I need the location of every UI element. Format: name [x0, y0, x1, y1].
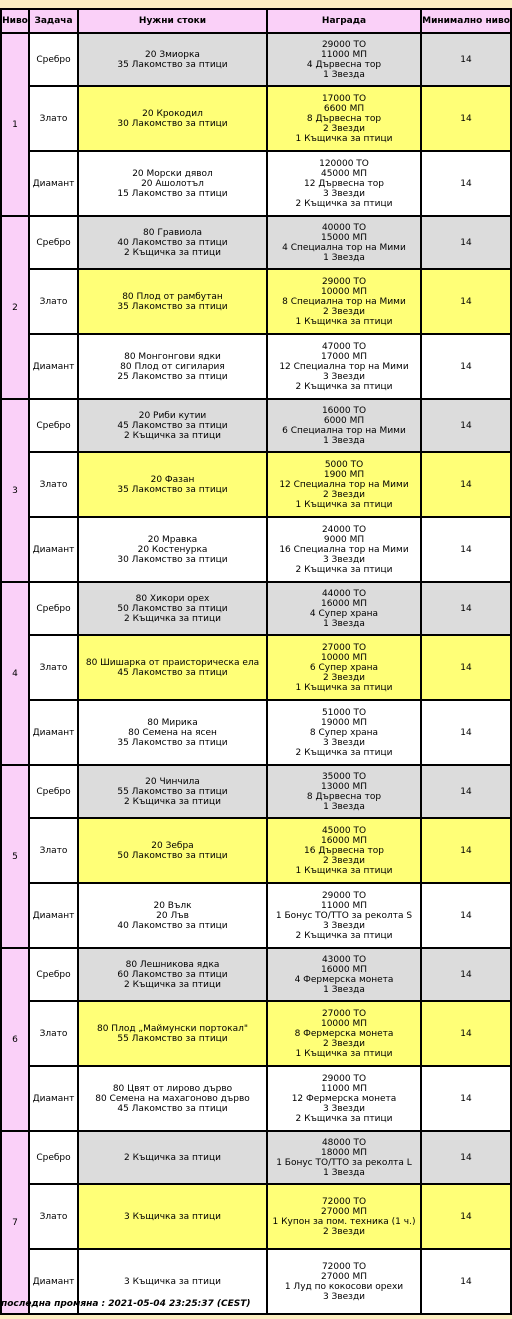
table-row [2, 884, 510, 947]
reward-line: 8 Дървесна тор [306, 791, 382, 802]
reward-line: 9000 МП [323, 534, 365, 545]
goods-line: 25 Лакомство за птици [117, 371, 228, 382]
table-row [2, 453, 510, 516]
reward-line: 3 Звезди [322, 737, 366, 748]
table-row [2, 335, 510, 398]
reward-cell [268, 152, 420, 215]
goods-cell [79, 335, 266, 398]
reward-line: 8 Дървесна тор [306, 113, 382, 124]
reward-line: 45000 ТО [321, 825, 367, 836]
reward-line: 6 Специална тор на Мими [282, 425, 406, 436]
goods-cell [79, 636, 266, 699]
min-level-cell: 14 [422, 270, 510, 333]
reward-line: 1 Звезда [323, 618, 365, 629]
reward-line: 1 Къщичка за птици [295, 1048, 393, 1059]
goods-line: 80 Семена на ясен [128, 727, 217, 738]
reward-line: 40000 ТО [321, 222, 367, 233]
goods-line: 60 Лакомство за птици [117, 969, 228, 980]
header-task: Задача [30, 10, 77, 32]
goods-line: 40 Лакомство за птици [117, 237, 228, 248]
reward-line: 43000 ТО [321, 954, 367, 965]
min-level-cell: 14 [422, 636, 510, 699]
goods-cell [79, 766, 266, 817]
reward-line: 72000 ТО [321, 1261, 367, 1272]
header-row [2, 10, 510, 32]
goods-line: 2 Къщичка за птици [124, 979, 221, 990]
goods-line: 20 Костенурка [137, 544, 208, 555]
reward-line: 1 Къщичка за птици [295, 682, 393, 693]
table-row [2, 1067, 510, 1130]
reward-line: 27000 ТО [321, 642, 367, 653]
reward-line: 4 Специална тор на Мими [282, 242, 406, 253]
reward-line: 3 Звезди [322, 1103, 366, 1114]
min-level-cell: 14 [422, 949, 510, 1000]
reward-line: 12 Дървесна тор [304, 178, 384, 189]
reward-cell [268, 583, 420, 634]
task-cell: Злато [30, 1002, 77, 1065]
reward-cell [268, 217, 420, 268]
reward-line: 16000 МП [320, 835, 368, 846]
reward-line: 24000 ТО [321, 524, 367, 535]
min-level-cell: 14 [422, 766, 510, 817]
reward-line: 3 Звезди [322, 188, 366, 199]
reward-line: 15000 МП [320, 232, 368, 243]
task-cell: Диамант [30, 518, 77, 581]
reward-line: 3 Звезди [322, 1291, 366, 1302]
goods-line: 2 Къщичка за птици [124, 430, 221, 441]
reward-line: 11000 МП [320, 900, 368, 911]
header-min-level: Минимално ниво [422, 10, 510, 32]
reward-cell [268, 518, 420, 581]
level-cell: 1 [2, 34, 28, 215]
goods-cell [79, 518, 266, 581]
reward-line: 51000 ТО [321, 707, 367, 718]
level-cell: 2 [2, 217, 28, 398]
level-cell: 5 [2, 766, 28, 947]
reward-line: 27000 ТО [321, 1008, 367, 1019]
goods-line: 20 Вълк [153, 900, 192, 911]
reward-line: 29000 ТО [321, 39, 367, 50]
reward-line: 16000 ТО [321, 405, 367, 416]
reward-line: 1 Звезда [323, 69, 365, 80]
goods-line: 20 Мравка [147, 534, 198, 545]
reward-line: 2 Звезди [322, 672, 366, 683]
min-level-cell: 14 [422, 217, 510, 268]
table-row [2, 1002, 510, 1065]
min-level-cell: 14 [422, 87, 510, 150]
task-cell: Диамант [30, 335, 77, 398]
goods-line: 2 Къщичка за птици [124, 247, 221, 258]
level-cell: 6 [2, 949, 28, 1130]
goods-line: 35 Лакомство за птици [117, 59, 228, 70]
reward-line: 6600 МП [323, 103, 365, 114]
goods-line: 80 Монгонгови ядки [124, 351, 221, 362]
goods-cell [79, 701, 266, 764]
reward-cell [268, 701, 420, 764]
reward-line: 72000 ТО [321, 1196, 367, 1207]
level-cell: 4 [2, 583, 28, 764]
reward-line: 1 Къщичка за птици [295, 865, 393, 876]
reward-line: 2 Звезди [322, 1038, 366, 1049]
reward-cell [268, 949, 420, 1000]
goods-cell [79, 583, 266, 634]
reward-line: 16000 МП [320, 964, 368, 975]
min-level-cell: 14 [422, 34, 510, 85]
reward-line: 10000 МП [320, 1018, 368, 1029]
reward-line: 2 Звезди [322, 489, 366, 500]
goods-cell [79, 453, 266, 516]
goods-line: 2 Къщичка за птици [124, 1152, 221, 1163]
task-cell: Сребро [30, 217, 77, 268]
header-level: Ниво [2, 10, 28, 32]
goods-line: 20 Фазан [150, 474, 195, 485]
reward-line: 3 Звезди [322, 554, 366, 565]
min-level-cell: 14 [422, 400, 510, 451]
reward-line: 35000 ТО [321, 771, 367, 782]
goods-line: 20 Змиорка [145, 49, 200, 60]
reward-line: 12 Специална тор на Мими [279, 479, 409, 490]
reward-cell [268, 1132, 420, 1183]
reward-cell [268, 1185, 420, 1248]
reward-line: 2 Къщичка за птици [295, 747, 393, 758]
reward-line: 18000 МП [320, 1147, 368, 1158]
min-level-cell: 14 [422, 335, 510, 398]
reward-line: 45000 МП [320, 168, 368, 179]
goods-line: 80 Лешникова ядка [125, 959, 220, 970]
reward-line: 16 Специална тор на Мими [279, 544, 409, 555]
task-cell: Диамант [30, 701, 77, 764]
reward-line: 2 Звезди [322, 123, 366, 134]
reward-line: 1900 МП [323, 469, 365, 480]
table-row [2, 949, 510, 1000]
goods-line: 20 Лъв [156, 910, 189, 921]
reward-line: 1 Звезда [323, 252, 365, 263]
reward-cell [268, 766, 420, 817]
reward-line: 1 Бонус ТО/ТТО за реколта S [275, 910, 413, 921]
goods-cell [79, 270, 266, 333]
reward-line: 4 Супер храна [309, 608, 379, 619]
table-row [2, 152, 510, 215]
task-cell: Злато [30, 1185, 77, 1248]
reward-line: 1 Къщичка за птици [295, 133, 393, 144]
reward-cell [268, 884, 420, 947]
goods-line: 55 Лакомство за птици [117, 786, 228, 797]
task-cell: Злато [30, 270, 77, 333]
goods-line: 30 Лакомство за птици [117, 118, 228, 129]
reward-line: 10000 МП [320, 286, 368, 297]
reward-line: 8 Специална тор на Мими [282, 296, 406, 307]
goods-line: 40 Лакомство за птици [117, 920, 228, 931]
reward-cell [268, 335, 420, 398]
task-cell: Сребро [30, 34, 77, 85]
task-cell: Диамант [30, 152, 77, 215]
reward-line: 1 Звезда [323, 435, 365, 446]
goods-line: 80 Семена на махагоново дърво [95, 1093, 250, 1104]
task-cell: Сребро [30, 583, 77, 634]
goods-line: 45 Лакомство за птици [117, 420, 228, 431]
min-level-cell: 14 [422, 583, 510, 634]
goods-cell [79, 400, 266, 451]
reward-line: 6000 МП [323, 415, 365, 426]
reward-line: 19000 МП [320, 717, 368, 728]
reward-line: 48000 ТО [321, 1137, 367, 1148]
goods-line: 45 Лакомство за птици [117, 1103, 228, 1114]
header-reward: Награда [268, 10, 420, 32]
reward-line: 3 Звезди [322, 920, 366, 931]
reward-line: 2 Къщичка за птици [295, 930, 393, 941]
goods-line: 35 Лакомство за птици [117, 301, 228, 312]
reward-line: 2 Звезди [322, 855, 366, 866]
table-row [2, 34, 510, 85]
reward-line: 1 Къщичка за птици [295, 499, 393, 510]
goods-line: 15 Лакомство за птици [117, 188, 228, 199]
task-cell: Диамант [30, 1067, 77, 1130]
goods-line: 20 Чинчила [145, 776, 200, 787]
reward-line: 1 Звезда [323, 984, 365, 995]
table-row [2, 518, 510, 581]
table-row [2, 87, 510, 150]
reward-line: 12 Фермерска монета [291, 1093, 397, 1104]
reward-line: 1 Бонус ТО/ТТО за реколта L [276, 1157, 412, 1168]
reward-cell [268, 1067, 420, 1130]
goods-line: 30 Лакомство за птици [117, 554, 228, 565]
header-goods: Нужни стоки [79, 10, 266, 32]
goods-line: 2 Къщичка за птици [124, 613, 221, 624]
task-cell: Злато [30, 636, 77, 699]
goods-line: 80 Шишарка от праисторическа ела [85, 657, 260, 668]
reward-line: 11000 МП [320, 1083, 368, 1094]
reward-line: 10000 МП [320, 652, 368, 663]
level-cell: 3 [2, 400, 28, 581]
reward-line: 29000 ТО [321, 890, 367, 901]
reward-line: 27000 МП [320, 1206, 368, 1217]
reward-cell [268, 1250, 420, 1313]
goods-line: 80 Мирика [147, 717, 198, 728]
reward-line: 6 Супер храна [309, 662, 379, 673]
reward-line: 2 Звезди [322, 306, 366, 317]
reward-line: 1 Купон за пом. техника (1 ч.) [272, 1216, 416, 1227]
reward-line: 8 Супер храна [309, 727, 379, 738]
task-cell: Сребро [30, 766, 77, 817]
reward-line: 47000 ТО [321, 341, 367, 352]
goods-line: 80 Плод „Маймунски портокал" [96, 1023, 248, 1034]
reward-line: 2 Къщичка за птици [295, 564, 393, 575]
reward-line: 29000 ТО [321, 1073, 367, 1084]
reward-line: 2 Звезди [322, 1226, 366, 1237]
rewards-table [0, 8, 512, 1315]
goods-cell [79, 1132, 266, 1183]
reward-cell [268, 1002, 420, 1065]
goods-line: 3 Къщичка за птици [124, 1211, 221, 1222]
goods-line: 80 Плод от сигилария [120, 361, 225, 372]
reward-line: 1 Къщичка за птици [295, 316, 393, 327]
goods-cell [79, 1002, 266, 1065]
table-row [2, 1132, 510, 1183]
reward-line: 16 Дървесна тор [304, 845, 384, 856]
goods-line: 20 Риби кутии [138, 410, 207, 421]
task-cell: Сребро [30, 949, 77, 1000]
task-cell: Злато [30, 453, 77, 516]
goods-line: 80 Цвят от лирово дърво [112, 1083, 233, 1094]
reward-line: 12 Специална тор на Мими [279, 361, 409, 372]
goods-cell [79, 1067, 266, 1130]
table-row [2, 636, 510, 699]
reward-line: 17000 ТО [321, 93, 367, 104]
task-cell: Сребро [30, 1132, 77, 1183]
task-cell: Сребро [30, 400, 77, 451]
goods-line: 80 Плод от рамбутан [122, 291, 223, 302]
goods-cell [79, 884, 266, 947]
goods-cell [79, 152, 266, 215]
goods-line: 50 Лакомство за птици [117, 603, 228, 614]
goods-line: 80 Хикори орех [135, 593, 210, 604]
level-cell: 7 [2, 1132, 28, 1313]
task-cell: Диамант [30, 884, 77, 947]
table-row [2, 217, 510, 268]
goods-line: 20 Морски дявол [132, 168, 213, 179]
reward-cell [268, 400, 420, 451]
goods-cell [79, 1185, 266, 1248]
reward-cell [268, 270, 420, 333]
reward-cell [268, 819, 420, 882]
goods-cell [79, 819, 266, 882]
min-level-cell: 14 [422, 1002, 510, 1065]
reward-line: 8 Фермерска монета [294, 1028, 394, 1039]
task-cell: Диамант [30, 1250, 77, 1313]
goods-cell [79, 87, 266, 150]
goods-line: 55 Лакомство за птици [117, 1033, 228, 1044]
reward-line: 3 Звезди [322, 371, 366, 382]
table-row [2, 819, 510, 882]
goods-line: 80 Гравиола [143, 227, 202, 238]
min-level-cell: 14 [422, 453, 510, 516]
reward-line: 17000 МП [320, 351, 368, 362]
goods-line: 20 Крокодил [142, 108, 203, 119]
reward-line: 11000 МП [320, 49, 368, 60]
table-row [2, 400, 510, 451]
task-cell: Злато [30, 87, 77, 150]
reward-cell [268, 453, 420, 516]
reward-line: 120000 ТО [319, 158, 369, 169]
goods-line: 45 Лакомство за птици [117, 667, 228, 678]
table-row [2, 583, 510, 634]
reward-line: 44000 ТО [321, 588, 367, 599]
goods-line: 3 Къщичка за птици [124, 1276, 221, 1287]
min-level-cell: 14 [422, 518, 510, 581]
reward-line: 2 Къщичка за птици [295, 198, 393, 209]
goods-line: 50 Лакомство за птици [117, 850, 228, 861]
goods-line: 2 Къщичка за птици [124, 796, 221, 807]
goods-line: 20 Ашолотъл [141, 178, 204, 189]
reward-line: 29000 ТО [321, 276, 367, 287]
reward-line: 1 Луд по кокосови орехи [284, 1281, 404, 1292]
reward-line: 5000 ТО [324, 459, 364, 470]
reward-line: 2 Къщичка за птици [295, 381, 393, 392]
min-level-cell: 14 [422, 152, 510, 215]
min-level-cell: 14 [422, 819, 510, 882]
reward-line: 27000 МП [320, 1271, 368, 1282]
min-level-cell: 14 [422, 884, 510, 947]
table-row [2, 1185, 510, 1248]
min-level-cell: 14 [422, 1067, 510, 1130]
reward-line: 2 Къщичка за птици [295, 1113, 393, 1124]
reward-line: 4 Фермерска монета [294, 974, 394, 985]
reward-cell [268, 34, 420, 85]
min-level-cell: 14 [422, 1132, 510, 1183]
reward-line: 1 Звезда [323, 801, 365, 812]
goods-cell [79, 217, 266, 268]
reward-cell [268, 87, 420, 150]
table-row [2, 701, 510, 764]
last-modified: последна промяна : 2021-05-04 23:25:37 (CEST) [1, 1299, 251, 1309]
goods-line: 35 Лакомство за птици [117, 737, 228, 748]
min-level-cell: 14 [422, 1185, 510, 1248]
reward-cell [268, 636, 420, 699]
min-level-cell: 14 [422, 701, 510, 764]
table-row [2, 270, 510, 333]
reward-line: 16000 МП [320, 598, 368, 609]
reward-line: 1 Звезда [323, 1167, 365, 1178]
reward-line: 4 Дървесна тор [306, 59, 382, 70]
goods-line: 35 Лакомство за птици [117, 484, 228, 495]
goods-cell [79, 949, 266, 1000]
goods-line: 20 Зебра [151, 840, 194, 851]
goods-cell [79, 34, 266, 85]
task-cell: Злато [30, 819, 77, 882]
table-row [2, 766, 510, 817]
min-level-cell: 14 [422, 1250, 510, 1313]
reward-line: 13000 МП [320, 781, 368, 792]
